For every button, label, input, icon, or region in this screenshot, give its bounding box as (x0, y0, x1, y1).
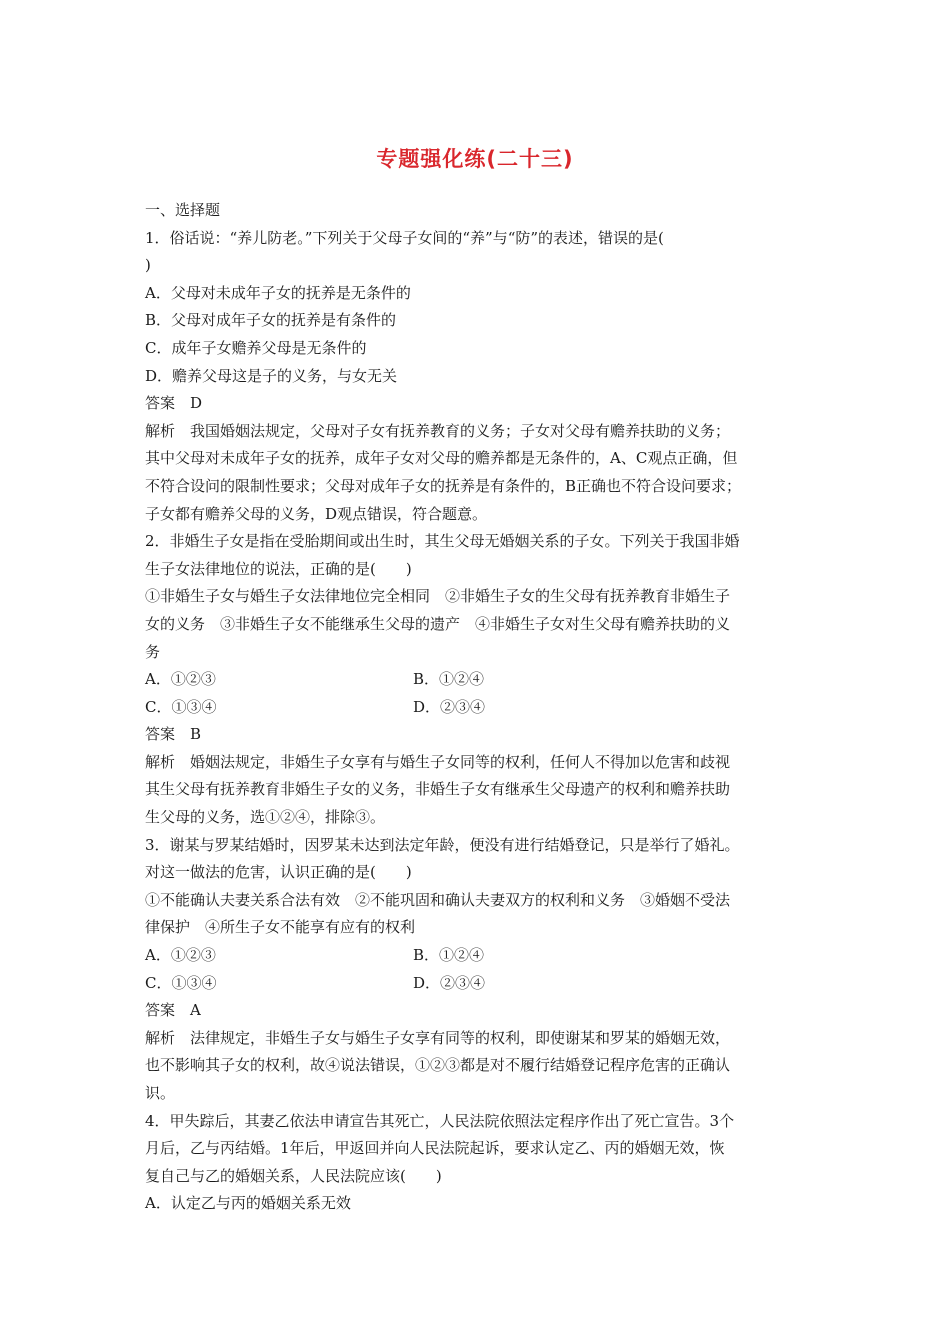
answer: 答案 B (145, 725, 202, 744)
question-stem: ) (145, 256, 151, 275)
question-stem: 2．非婚生子女是指在受胎期间或出生时，其生父母无婚姻关系的子女。下列关于我国非婚 (145, 532, 740, 551)
option-b: B．①②④ (413, 670, 485, 689)
document-body (145, 197, 810, 1218)
question-1 (145, 225, 810, 529)
page-title: 专题强化练(二十三) (376, 147, 574, 171)
question-stem: 生子女法律地位的说法，正确的是( ) (145, 559, 412, 578)
question-stem: 复自己与乙的婚姻关系，人民法院应该( ) (145, 1166, 442, 1185)
option-row (145, 694, 810, 722)
answer: 答案 A (145, 1001, 201, 1020)
option-row (145, 666, 810, 694)
option-a: A．认定乙与丙的婚姻关系无效 (145, 1194, 351, 1213)
question-2 (145, 528, 810, 832)
analysis-line: 不符合设问的限制性要求；父母对成年子女的抚养是有条件的，B正确也不符合设问要求； (145, 476, 742, 495)
option-a: A．①②③ (145, 946, 216, 965)
option-row (145, 970, 810, 998)
statement-items: 女的义务 ③非婚生子女不能继承生父母的遗产 ④非婚生子女对生父母有赡养扶助的义 (145, 614, 731, 633)
analysis-line: 其生父母有抚养教育非婚生子女的义务，非婚生子女有继承生父母遗产的权利和赡养扶助 (145, 780, 731, 799)
question-3 (145, 832, 810, 1108)
section-heading: 一、选择题 (145, 201, 221, 219)
option-a: A．父母对未成年子女的抚养是无条件的 (145, 283, 411, 302)
question-stem: 1．俗话说：“养儿防老。”下列关于父母子女间的“养”与“防”的表述，错误的是( (145, 228, 664, 247)
option-c: C．①③④ (145, 697, 217, 716)
analysis-line: 子女都有赡养父母的义务，D观点错误，符合题意。 (145, 504, 488, 523)
question-stem: 月后，乙与丙结婚。1年后，甲返回并向人民法院起诉，要求认定乙、丙的婚姻无效，恢 (145, 1139, 725, 1158)
question-stem: 对这一做法的危害，认识正确的是( ) (145, 863, 412, 882)
answer: 答案 D (145, 394, 203, 413)
option-b: B．父母对成年子女的抚养是有条件的 (145, 311, 397, 330)
analysis-line: 也不影响其子女的权利，故④说法错误，①②③都是对不履行结婚登记程序危害的正确认 (145, 1056, 731, 1075)
analysis-line: 其中父母对未成年子女的抚养，成年子女对父母的赡养都是无条件的，A、C观点正确，但 (145, 449, 738, 468)
statement-items: 律保护 ④所生子女不能享有应有的权利 (145, 918, 416, 937)
option-row (145, 942, 810, 970)
statement-items: ①不能确认夫妻关系合法有效 ②不能巩固和确认夫妻双方的权利和义务 ③婚姻不受法 (145, 890, 731, 909)
option-c: C．成年子女赡养父母是无条件的 (145, 338, 367, 357)
analysis-line: 解析 法律规定，非婚生子女与婚生子女享有同等的权利，即使谢某和罗某的婚姻无效， (145, 1028, 731, 1047)
analysis-line: 生父母的义务，选①②④，排除③。 (145, 808, 386, 827)
question-stem: 4．甲失踪后，其妻乙依法申请宣告其死亡，人民法院依照法定程序作出了死亡宣告。3个 (145, 1111, 735, 1130)
question-4 (145, 1108, 810, 1218)
statement-items: ①非婚生子女与婚生子女法律地位完全相同 ②非婚生子女的生父母有抚养教育非婚生子 (145, 587, 731, 606)
option-c: C．①③④ (145, 973, 217, 992)
question-stem: 3．谢某与罗某结婚时，因罗某未达到法定年龄，便没有进行结婚登记，只是举行了婚礼。 (145, 835, 740, 854)
option-d: D．②③④ (413, 697, 486, 716)
option-d: D．②③④ (413, 973, 486, 992)
statement-items: 务 (145, 642, 161, 661)
option-a: A．①②③ (145, 670, 216, 689)
analysis-line: 解析 婚姻法规定，非婚生子女享有与婚生子女同等的权利，任何人不得加以危害和歧视 (145, 752, 731, 771)
option-b: B．①②④ (413, 946, 485, 965)
analysis-line: 解析 我国婚姻法规定，父母对子女有抚养教育的义务；子女对父母有赡养扶助的义务； (145, 421, 731, 440)
analysis-line: 识。 (145, 1084, 176, 1102)
option-d: D．赡养父母这是子的义务，与女无关 (145, 366, 398, 385)
